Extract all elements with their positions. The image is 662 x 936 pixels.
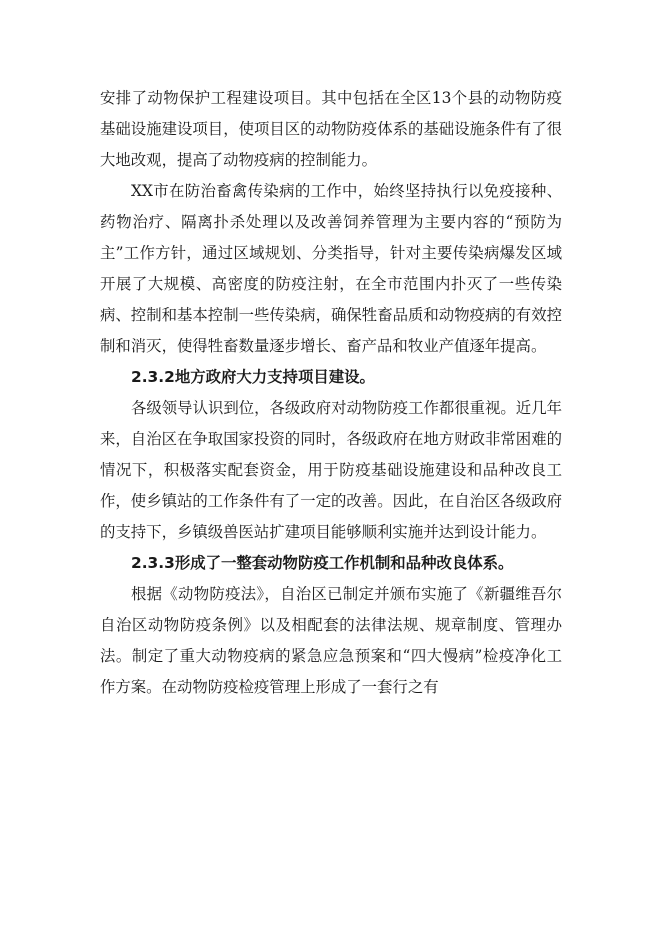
paragraph-regulations: 根据《动物防疫法》，自治区已制定并颁布实施了《新疆维吾尔自治区动物防疫条例》以及相配套的法律法规、规章制度、管理办法。制定了重大动物疫病的紧急应急预案和“四大慢病”检疫净化工作方案。在动物防疫检疫管理上形成了一套行之有 <box>100 585 562 696</box>
section-heading-2-3-2: 2.3.2地方政府大力支持项目建设。 <box>131 368 375 386</box>
section-heading-2-3-3: 2.3.3形成了一整套动物防疫工作机制和品种改良体系。 <box>131 554 514 572</box>
body-text <box>100 83 562 703</box>
paragraph-government-support: 各级领导认识到位，各级政府对动物防疫工作都很重视。近几年来，自治区在争取国家投资的同时，各级政府在地方财政非常困难的情况下，积极落实配套资金，用于防疫基础设施建设和品种改良工作，使乡镇站的工作条件有了一定的改善。因此，在自治区各级政府的支持下，乡镇级兽医站扩建项目能够顺利实施并达到设计能力。 <box>100 399 562 541</box>
paragraph-prevention: XX市在防治畜禽传染病的工作中，始终坚持执行以免疫接种、药物治疗、隔离扑杀处理以及改善饲养管理为主要内容的“预防为主”工作方针，通过区域规划、分类指导，针对主要传染病爆发区域开展了大规模、高密度的防疫注射，在全市范围内扑灭了一些传染病、控制和基本控制一些传染病，确保牲畜品质和动物疫病的有效控制和消灭，使得牲畜数量逐步增长、畜产品和牧业产值逐年提高。 <box>100 182 562 355</box>
paragraph-intro: 安排了动物保护工程建设项目。其中包括在全区13个县的动物防疫基础设施建设项目，使项目区的动物防疫体系的基础设施条件有了很大地改观，提高了动物疫病的控制能力。 <box>100 89 562 169</box>
